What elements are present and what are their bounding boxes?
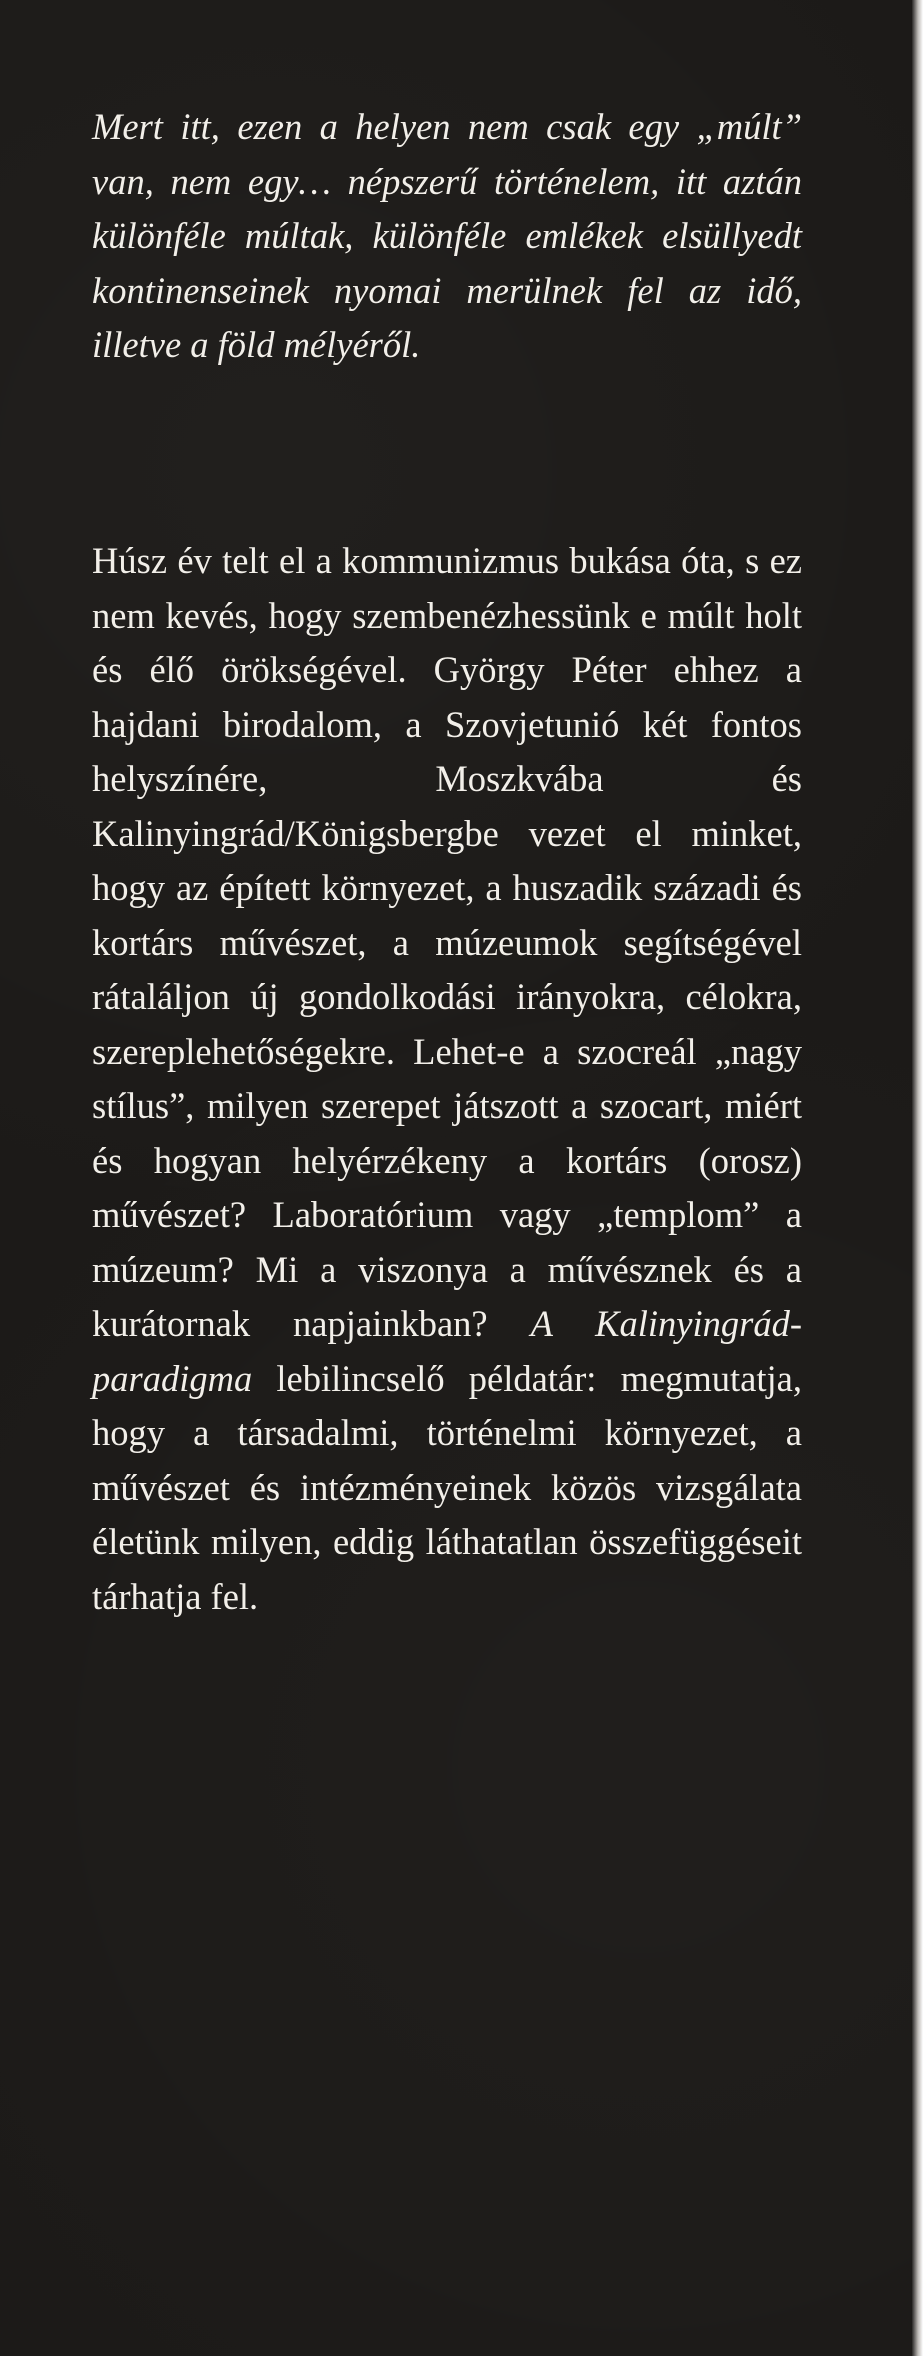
description-part-2: lebilincselő példatár: megmutatja, hogy a társadalmi, történelmi környezet, a művészet és intézményeinek közös vizsgálata életünk milyen, eddig láthatatlan összefüggéseit tárhatja fel.	[92, 1357, 802, 1617]
description-block	[92, 534, 802, 1624]
quote-block	[92, 100, 802, 373]
book-title: A Kalinyingrád-paradigma	[92, 1303, 803, 1399]
description-part-1: Húsz év telt el a kommunizmus bukása óta, s ez nem kevés, hogy szembenézhessünk e múlt holt és élő örökségével. György Péter ehhez a hajdani birodalom, a Szovjetunió két fontos helyszínére, Moszkvába és Kalinyingrád/Königsbergbe vezet el minket, hogy az épített környezet, a huszadik századi és kortárs művészet, a múzeumok segítségével rátaláljon új gondolkodási irányokra, célokra, szereplehetőségekre. Lehet-e a szocreál „nagy stílus”, milyen szerepet játszott a szocart, miért és hogyan helyérzékeny a kortárs (orosz) művészet? Laboratórium vagy „templom” a múzeum? Mi a viszonya a művésznek és a kurátornak napjainkban?	[92, 540, 802, 1344]
page-edge	[912, 0, 923, 2356]
quote-text: Mert itt, ezen a helyen nem csak egy „múlt” van, nem egy… népszerű történelem, itt aztán különféle múltak, különféle emlékek elsüllyedt kontinenseinek nyomai merülnek fel az idő, illetve a föld mélyéről.	[92, 106, 802, 365]
description-paragraph	[92, 534, 802, 1624]
